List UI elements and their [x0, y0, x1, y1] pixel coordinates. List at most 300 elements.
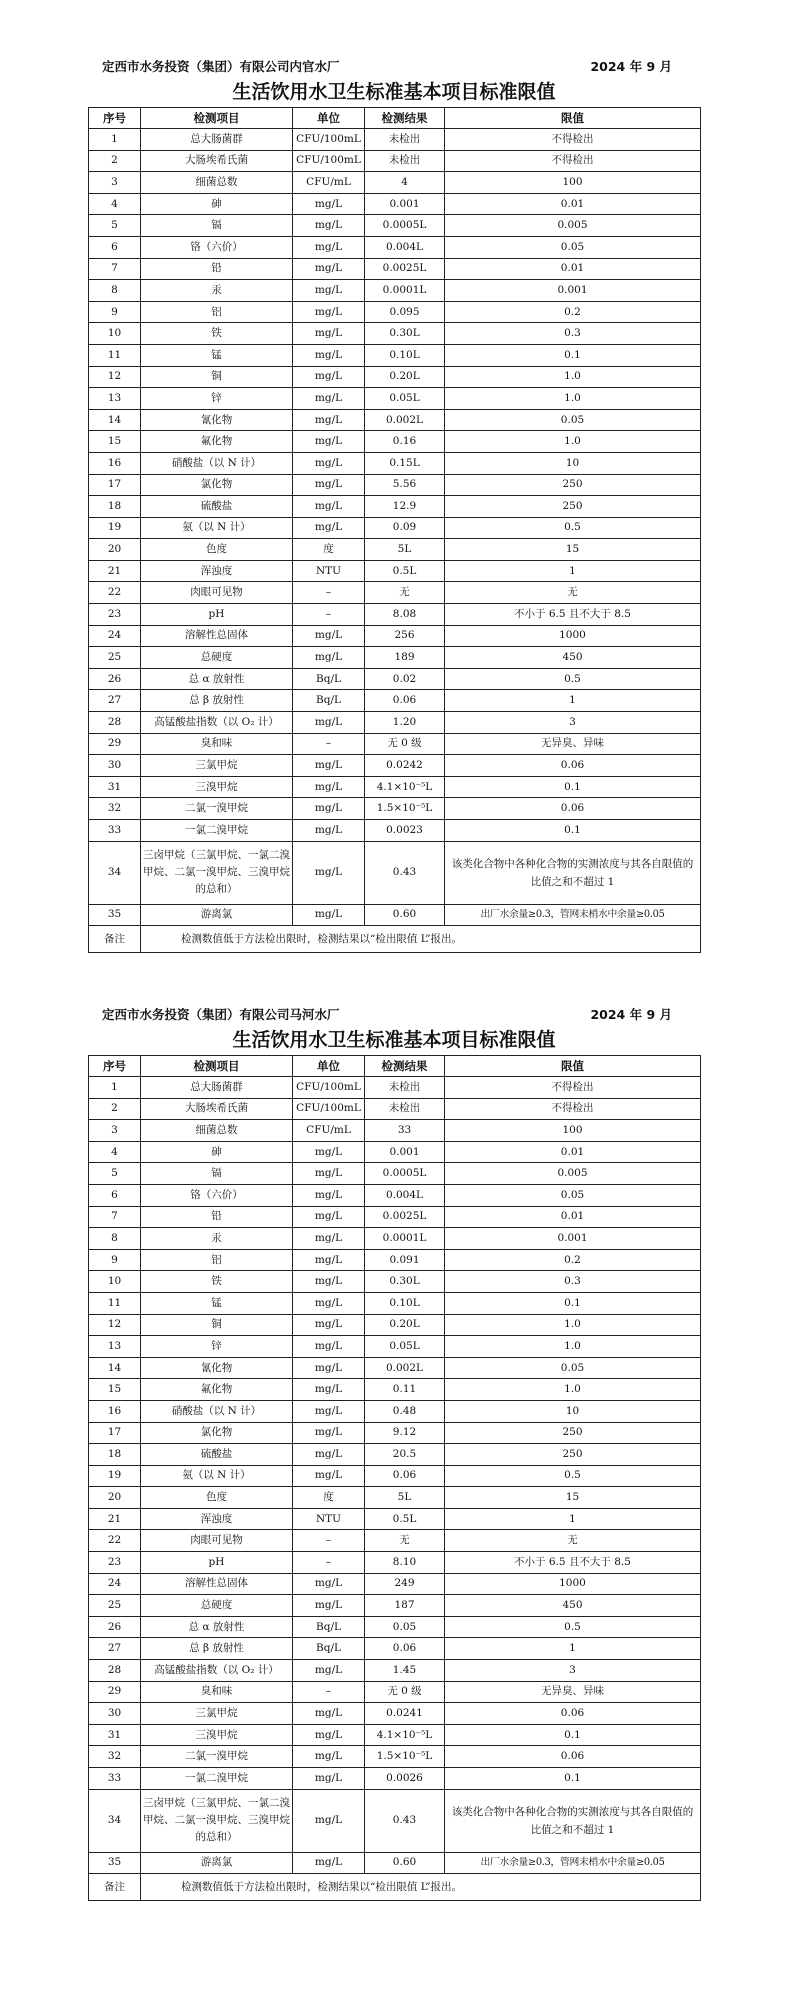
table-cell: mg/L: [293, 1595, 365, 1617]
table-cell: mg/L: [293, 647, 365, 669]
table-cell: 三卤甲烷（三氯甲烷、一氯二溴甲烷、二氯一溴甲烷、三溴甲烷的总和）: [141, 841, 293, 904]
table-cell: 1: [89, 129, 141, 151]
table-cell: 三氯甲烷: [141, 1703, 293, 1725]
table-cell: 29: [89, 733, 141, 755]
standards-table: [88, 107, 701, 953]
table-row: [89, 1508, 701, 1530]
table-cell: 0.48: [365, 1400, 445, 1422]
table-row: [89, 496, 701, 518]
table-cell: mg/L: [293, 280, 365, 302]
table-cell: 12.9: [365, 496, 445, 518]
table-cell: 1: [445, 1508, 701, 1530]
table-cell: 0.16: [365, 431, 445, 453]
table-cell: 0.001: [445, 280, 701, 302]
table-cell: 0.3: [445, 323, 701, 345]
table-cell: 不得检出: [445, 129, 701, 151]
table-cell: 未检出: [365, 1077, 445, 1099]
table-cell: 0.005: [445, 215, 701, 237]
table-cell: 无 0 级: [365, 733, 445, 755]
table-cell: 锌: [141, 1336, 293, 1358]
column-header: 限值: [445, 1056, 701, 1077]
table-cell: 256: [365, 625, 445, 647]
table-cell: 镉: [141, 1163, 293, 1185]
table-cell: 总 α 放射性: [141, 1616, 293, 1638]
report-header: [88, 1003, 700, 1025]
table-cell: 无: [365, 1530, 445, 1552]
table-cell: mg/L: [293, 1746, 365, 1768]
table-cell: 0.10L: [365, 1292, 445, 1314]
table-cell: 度: [293, 1487, 365, 1509]
table-cell: 氟化物: [141, 1379, 293, 1401]
table-row: [89, 1660, 701, 1682]
table-row: [89, 193, 701, 215]
table-cell: mg/L: [293, 344, 365, 366]
table-cell: 35: [89, 1852, 141, 1874]
table-cell: 不小于 6.5 且不大于 8.5: [445, 604, 701, 626]
report-title: 生活饮用水卫生标准基本项目标准限值: [232, 1029, 556, 1051]
note-label: 备注: [89, 926, 141, 953]
table-cell: 0.11: [365, 1379, 445, 1401]
table-cell: 0.5: [445, 1616, 701, 1638]
table-cell: mg/L: [293, 1249, 365, 1271]
table-cell: mg/L: [293, 755, 365, 777]
note-text: 检测数值低于方法检出限时，检测结果以“检出限值 L”报出。: [141, 1874, 701, 1901]
table-row: [89, 1422, 701, 1444]
table-cell: CFU/mL: [293, 172, 365, 194]
table-row: [89, 517, 701, 539]
table-cell: 0.60: [365, 1852, 445, 1874]
table-cell: 0.05L: [365, 1336, 445, 1358]
table-cell: 6: [89, 236, 141, 258]
table-cell: –: [293, 1681, 365, 1703]
table-cell: 17: [89, 1422, 141, 1444]
table-cell: 0.20L: [365, 1314, 445, 1336]
table-cell: 0.06: [445, 798, 701, 820]
table-cell: 13: [89, 1336, 141, 1358]
table-cell: 1: [445, 690, 701, 712]
table-cell: 色度: [141, 1487, 293, 1509]
table-cell: 1.20: [365, 712, 445, 734]
table-row: [89, 1206, 701, 1228]
table-cell: 0.30L: [365, 1271, 445, 1293]
table-cell: 0.0001L: [365, 280, 445, 302]
table-cell: 1000: [445, 1573, 701, 1595]
table-cell: 未检出: [365, 150, 445, 172]
table-cell: 不得检出: [445, 1098, 701, 1120]
table-cell: 5L: [365, 539, 445, 561]
table-cell: 一氯二溴甲烷: [141, 1768, 293, 1790]
table-row: [89, 712, 701, 734]
table-cell: 0.0025L: [365, 1206, 445, 1228]
table-cell: mg/L: [293, 798, 365, 820]
table-cell: mg/L: [293, 1184, 365, 1206]
table-cell: 未检出: [365, 129, 445, 151]
table-cell: 0.43: [365, 841, 445, 904]
table-cell: 100: [445, 172, 701, 194]
table-cell: 3: [445, 1660, 701, 1682]
table-cell: 450: [445, 647, 701, 669]
table-cell: 0.0005L: [365, 215, 445, 237]
column-header: 限值: [445, 108, 701, 129]
table-cell: mg/L: [293, 1228, 365, 1250]
table-cell: 氟化物: [141, 431, 293, 453]
table-cell: 0.5L: [365, 1508, 445, 1530]
table-cell: 3: [89, 172, 141, 194]
table-cell: 4: [365, 172, 445, 194]
table-cell: 1.5×10⁻⁵L: [365, 798, 445, 820]
table-cell: 细菌总数: [141, 172, 293, 194]
table-cell: 硫酸盐: [141, 1444, 293, 1466]
table-cell: 0.5L: [365, 560, 445, 582]
table-cell: –: [293, 582, 365, 604]
table-row: [89, 1552, 701, 1574]
table-row: [89, 841, 701, 904]
table-cell: 1: [445, 560, 701, 582]
table-cell: 0.30L: [365, 323, 445, 345]
table-cell: 249: [365, 1573, 445, 1595]
table-cell: 10: [445, 452, 701, 474]
table-cell: mg/L: [293, 1789, 365, 1852]
table-cell: 0.05L: [365, 388, 445, 410]
table-cell: Bq/L: [293, 1616, 365, 1638]
table-cell: 0.20L: [365, 366, 445, 388]
table-cell: 0.001: [365, 193, 445, 215]
table-cell: 3: [89, 1120, 141, 1142]
org-name: 定西市水务投资（集团）有限公司内官水厂: [102, 59, 340, 74]
table-cell: 6: [89, 1184, 141, 1206]
table-cell: 1.5×10⁻⁵L: [365, 1746, 445, 1768]
table-cell: –: [293, 604, 365, 626]
table-cell: mg/L: [293, 776, 365, 798]
table-cell: 26: [89, 1616, 141, 1638]
table-row: [89, 280, 701, 302]
table-cell: 臭和味: [141, 733, 293, 755]
table-cell: 20.5: [365, 1444, 445, 1466]
report-title: 生活饮用水卫生标准基本项目标准限值: [232, 81, 556, 103]
table-cell: 0.01: [445, 1141, 701, 1163]
table-cell: 15: [89, 431, 141, 453]
table-cell: 汞: [141, 280, 293, 302]
table-cell: 2: [89, 150, 141, 172]
table-row: [89, 1573, 701, 1595]
column-header: 检测项目: [141, 108, 293, 129]
table-row: [89, 604, 701, 626]
table-cell: CFU/100mL: [293, 1077, 365, 1099]
table-cell: 8.10: [365, 1552, 445, 1574]
table-cell: 0.01: [445, 1206, 701, 1228]
table-cell: mg/L: [293, 496, 365, 518]
table-cell: 0.005: [445, 1163, 701, 1185]
table-cell: 0.09: [365, 517, 445, 539]
table-cell: 5.56: [365, 474, 445, 496]
table-cell: 铜: [141, 366, 293, 388]
table-cell: 该类化合物中各种化合物的实测浓度与其各自限值的比值之和不超过 1: [445, 841, 701, 904]
table-row: [89, 1357, 701, 1379]
table-cell: 11: [89, 344, 141, 366]
table-cell: 锌: [141, 388, 293, 410]
table-cell: 无 0 级: [365, 1681, 445, 1703]
table-cell: mg/L: [293, 517, 365, 539]
table-cell: 0.004L: [365, 236, 445, 258]
table-cell: 0.2: [445, 1249, 701, 1271]
table-cell: 游离氯: [141, 1852, 293, 1874]
table-cell: 34: [89, 1789, 141, 1852]
table-row: [89, 1724, 701, 1746]
table-cell: 0.05: [445, 409, 701, 431]
table-cell: 0.1: [445, 820, 701, 842]
table-cell: 不小于 6.5 且不大于 8.5: [445, 1552, 701, 1574]
table-row: [89, 668, 701, 690]
table-cell: mg/L: [293, 1357, 365, 1379]
table-cell: 总硬度: [141, 1595, 293, 1617]
note-label: 备注: [89, 1874, 141, 1901]
table-cell: 0.5: [445, 1465, 701, 1487]
table-cell: 不得检出: [445, 150, 701, 172]
table-cell: mg/L: [293, 301, 365, 323]
table-cell: mg/L: [293, 712, 365, 734]
table-row: [89, 904, 701, 926]
report-header: [88, 55, 700, 77]
table-cell: 22: [89, 1530, 141, 1552]
table-row: [89, 755, 701, 777]
table-cell: 汞: [141, 1228, 293, 1250]
table-cell: 游离氯: [141, 904, 293, 926]
column-header: 序号: [89, 108, 141, 129]
table-cell: 10: [89, 1271, 141, 1293]
table-cell: 0.001: [445, 1228, 701, 1250]
table-cell: 33: [365, 1120, 445, 1142]
table-row: [89, 344, 701, 366]
note-row: [89, 1874, 701, 1901]
table-cell: 肉眼可见物: [141, 1530, 293, 1552]
table-row: [89, 1249, 701, 1271]
table-cell: 2: [89, 1098, 141, 1120]
table-cell: 4.1×10⁻⁵L: [365, 1724, 445, 1746]
table-cell: 22: [89, 582, 141, 604]
table-cell: mg/L: [293, 841, 365, 904]
table-cell: 13: [89, 388, 141, 410]
table-row: [89, 1228, 701, 1250]
table-cell: CFU/100mL: [293, 1098, 365, 1120]
table-cell: 8: [89, 280, 141, 302]
table-cell: NTU: [293, 560, 365, 582]
table-cell: 大肠埃希氏菌: [141, 150, 293, 172]
table-cell: 0.1: [445, 1768, 701, 1790]
table-cell: 浑浊度: [141, 1508, 293, 1530]
table-cell: 18: [89, 1444, 141, 1466]
table-cell: 无: [445, 1530, 701, 1552]
table-cell: 0.01: [445, 193, 701, 215]
table-cell: 1.0: [445, 431, 701, 453]
table-cell: 19: [89, 517, 141, 539]
table-row: [89, 431, 701, 453]
table-cell: 无异臭、异味: [445, 1681, 701, 1703]
table-cell: mg/L: [293, 1724, 365, 1746]
table-cell: mg/L: [293, 820, 365, 842]
table-row: [89, 150, 701, 172]
table-cell: 0.004L: [365, 1184, 445, 1206]
table-cell: 11: [89, 1292, 141, 1314]
table-cell: 氨（以 N 计）: [141, 1465, 293, 1487]
table-cell: 24: [89, 625, 141, 647]
org-name: 定西市水务投资（集团）有限公司马河水厂: [102, 1007, 340, 1022]
table-cell: 三氯甲烷: [141, 755, 293, 777]
table-cell: 大肠埃希氏菌: [141, 1098, 293, 1120]
table-cell: 总 α 放射性: [141, 668, 293, 690]
table-cell: mg/L: [293, 1314, 365, 1336]
column-header: 序号: [89, 1056, 141, 1077]
table-cell: 铅: [141, 258, 293, 280]
table-cell: 锰: [141, 1292, 293, 1314]
table-cell: mg/L: [293, 1379, 365, 1401]
table-cell: 0.15L: [365, 452, 445, 474]
table-cell: 0.10L: [365, 344, 445, 366]
table-cell: 硫酸盐: [141, 496, 293, 518]
table-row: [89, 1400, 701, 1422]
table-cell: 25: [89, 647, 141, 669]
table-cell: –: [293, 1552, 365, 1574]
table-row: [89, 1746, 701, 1768]
table-cell: mg/L: [293, 904, 365, 926]
table-cell: 0.0025L: [365, 258, 445, 280]
table-cell: 15: [445, 1487, 701, 1509]
table-cell: pH: [141, 1552, 293, 1574]
table-cell: 一氯二溴甲烷: [141, 820, 293, 842]
table-cell: 450: [445, 1595, 701, 1617]
table-cell: 0.05: [445, 1357, 701, 1379]
table-row: [89, 215, 701, 237]
table-cell: 臭和味: [141, 1681, 293, 1703]
table-cell: mg/L: [293, 1163, 365, 1185]
table-row: [89, 1163, 701, 1185]
table-row: [89, 258, 701, 280]
report-neiguan: [88, 55, 700, 953]
table-cell: CFU/100mL: [293, 150, 365, 172]
table-cell: 28: [89, 712, 141, 734]
table-cell: 镉: [141, 215, 293, 237]
table-cell: 0.0005L: [365, 1163, 445, 1185]
table-cell: 二氯一溴甲烷: [141, 798, 293, 820]
table-cell: 氨（以 N 计）: [141, 517, 293, 539]
table-cell: 17: [89, 474, 141, 496]
table-cell: 硝酸盐（以 N 计）: [141, 1400, 293, 1422]
table-cell: 总 β 放射性: [141, 1638, 293, 1660]
table-cell: 8.08: [365, 604, 445, 626]
table-cell: mg/L: [293, 215, 365, 237]
table-cell: 氰化物: [141, 409, 293, 431]
table-row: [89, 323, 701, 345]
table-cell: 25: [89, 1595, 141, 1617]
table-cell: pH: [141, 604, 293, 626]
table-row: [89, 625, 701, 647]
table-cell: 1.0: [445, 388, 701, 410]
table-cell: 溶解性总固体: [141, 1573, 293, 1595]
table-cell: 250: [445, 1444, 701, 1466]
table-cell: 0.1: [445, 1292, 701, 1314]
table-cell: mg/L: [293, 258, 365, 280]
table-cell: mg/L: [293, 409, 365, 431]
table-row: [89, 1184, 701, 1206]
table-row: [89, 1077, 701, 1099]
table-cell: 4: [89, 1141, 141, 1163]
column-header: 检测项目: [141, 1056, 293, 1077]
table-cell: 该类化合物中各种化合物的实测浓度与其各自限值的比值之和不超过 1: [445, 1789, 701, 1852]
table-cell: 0.05: [365, 1616, 445, 1638]
table-cell: 总硬度: [141, 647, 293, 669]
table-cell: 三溴甲烷: [141, 776, 293, 798]
table-cell: mg/L: [293, 1292, 365, 1314]
table-row: [89, 1314, 701, 1336]
table-cell: mg/L: [293, 1768, 365, 1790]
table-row: [89, 1336, 701, 1358]
table-row: [89, 236, 701, 258]
table-cell: 0.002L: [365, 1357, 445, 1379]
table-header-row: [89, 1056, 701, 1077]
table-cell: 0.5: [445, 517, 701, 539]
table-cell: 5: [89, 1163, 141, 1185]
table-cell: 0.0001L: [365, 1228, 445, 1250]
table-row: [89, 474, 701, 496]
table-cell: 不得检出: [445, 1077, 701, 1099]
table-row: [89, 690, 701, 712]
table-cell: 187: [365, 1595, 445, 1617]
table-row: [89, 798, 701, 820]
table-cell: 250: [445, 496, 701, 518]
table-cell: 0.06: [365, 1465, 445, 1487]
table-cell: 高锰酸盐指数（以 O₂ 计）: [141, 1660, 293, 1682]
table-cell: 0.001: [365, 1141, 445, 1163]
table-cell: 总 β 放射性: [141, 690, 293, 712]
report-mahe: [88, 1003, 700, 1901]
table-row: [89, 301, 701, 323]
table-cell: 20: [89, 1487, 141, 1509]
table-row: [89, 129, 701, 151]
table-row: [89, 733, 701, 755]
table-cell: mg/L: [293, 452, 365, 474]
table-cell: 度: [293, 539, 365, 561]
table-row: [89, 409, 701, 431]
table-cell: 溶解性总固体: [141, 625, 293, 647]
table-row: [89, 1852, 701, 1874]
table-row: [89, 1530, 701, 1552]
table-cell: Bq/L: [293, 668, 365, 690]
table-cell: 0.43: [365, 1789, 445, 1852]
table-cell: 16: [89, 452, 141, 474]
table-cell: 21: [89, 1508, 141, 1530]
table-cell: mg/L: [293, 1852, 365, 1874]
column-header: 检测结果: [365, 1056, 445, 1077]
table-header-row: [89, 108, 701, 129]
table-row: [89, 1595, 701, 1617]
table-cell: mg/L: [293, 1703, 365, 1725]
table-cell: 5L: [365, 1487, 445, 1509]
table-cell: 1.0: [445, 1336, 701, 1358]
table-cell: 氯化物: [141, 1422, 293, 1444]
table-cell: 1.45: [365, 1660, 445, 1682]
table-cell: 0.3: [445, 1271, 701, 1293]
table-cell: mg/L: [293, 366, 365, 388]
table-cell: 4.1×10⁻⁵L: [365, 776, 445, 798]
table-cell: 1: [445, 1638, 701, 1660]
table-cell: 细菌总数: [141, 1120, 293, 1142]
table-cell: 8: [89, 1228, 141, 1250]
table-cell: 14: [89, 409, 141, 431]
table-cell: 三溴甲烷: [141, 1724, 293, 1746]
table-row: [89, 1681, 701, 1703]
table-cell: 15: [445, 539, 701, 561]
table-row: [89, 1703, 701, 1725]
table-cell: 14: [89, 1357, 141, 1379]
